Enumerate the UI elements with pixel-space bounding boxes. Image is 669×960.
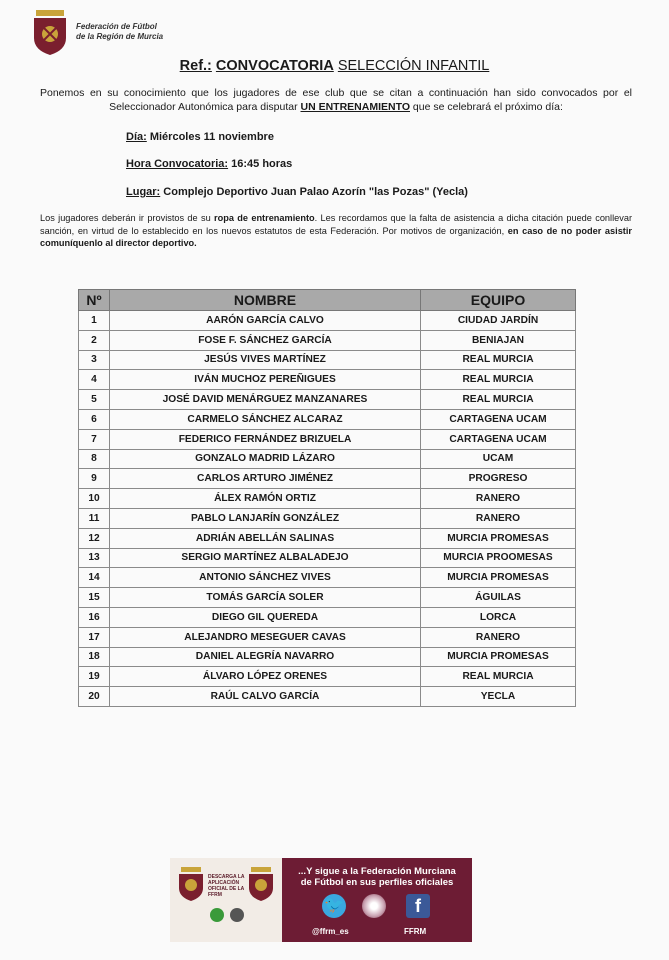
table-row	[79, 469, 576, 489]
crest-icon	[176, 866, 206, 902]
row-number: 1	[79, 311, 110, 331]
note-part-2: . Les recordamos que la falta de asistencia a dicha citación puede conllevar sanción, en virtud de lo establecido en los nuevos estatutos de esta Federación. Por motivos de organización,	[40, 213, 632, 236]
table-row	[79, 390, 576, 410]
table-row	[79, 311, 576, 331]
detail-lugar	[126, 186, 468, 198]
player-name: ÁLVARO LÓPEZ ORENES	[110, 667, 421, 687]
player-name: ÁLEX RAMÓN ORTIZ	[110, 489, 421, 509]
table-row	[79, 588, 576, 608]
android-icon[interactable]	[210, 908, 224, 922]
twitter-icon[interactable]: 🐦	[322, 894, 346, 918]
player-name: JOSÉ DAVID MENÁRGUEZ MANZANARES	[110, 390, 421, 410]
table-row	[79, 449, 576, 469]
social-profiles	[282, 858, 472, 942]
player-team: MURCIA PROMESAS	[421, 528, 576, 548]
player-team: ÁGUILAS	[421, 588, 576, 608]
org-line-1: Federación de Fútbol	[76, 22, 157, 31]
row-number: 7	[79, 429, 110, 449]
player-name: ANTONIO SÁNCHEZ VIVES	[110, 568, 421, 588]
apple-icon[interactable]	[230, 908, 244, 922]
ref-title: SELECCIÓN INFANTIL	[337, 58, 490, 74]
row-number: 14	[79, 568, 110, 588]
player-name: RAÚL CALVO GARCÍA	[110, 687, 421, 707]
row-number: 2	[79, 330, 110, 350]
org-line-2: de la Región de Murcia	[76, 32, 164, 41]
org-name	[76, 22, 163, 42]
player-team: CARTAGENA UCAM	[421, 429, 576, 449]
player-team: CARTAGENA UCAM	[421, 409, 576, 429]
table-row	[79, 687, 576, 707]
row-number: 11	[79, 508, 110, 528]
player-team: RANERO	[421, 489, 576, 509]
player-team: REAL MURCIA	[421, 370, 576, 390]
player-name: CARMELO SÁNCHEZ ALCARAZ	[110, 409, 421, 429]
player-team: REAL MURCIA	[421, 350, 576, 370]
player-name: FOSE F. SÁNCHEZ GARCÍA	[110, 330, 421, 350]
player-team: BENIAJAN	[421, 330, 576, 350]
player-team: RANERO	[421, 627, 576, 647]
intro-text-before: Ponemos en su conocimiento que los jugadores de ese club que se citan a continuación han sido convocados por el Seleccionador Autonómica para disputar	[40, 87, 632, 113]
row-number: 8	[79, 449, 110, 469]
banner-line-2: de Fútbol en sus perfiles oficiales	[300, 877, 454, 888]
lugar-value: Complejo Deportivo Juan Palao Azorín "las Pozas" (Yecla)	[160, 186, 468, 198]
detail-hora	[126, 158, 292, 170]
player-team: REAL MURCIA	[421, 390, 576, 410]
header-team: EQUIPO	[421, 290, 576, 311]
table-row	[79, 568, 576, 588]
player-name: FEDERICO FERNÁNDEZ BRIZUELA	[110, 429, 421, 449]
row-number: 6	[79, 409, 110, 429]
note-bold-1: ropa de entrenamiento	[214, 213, 315, 223]
table-row	[79, 667, 576, 687]
row-number: 13	[79, 548, 110, 568]
player-name: TOMÁS GARCÍA SOLER	[110, 588, 421, 608]
banner-line-1: ...Y sigue a la Federación Murciana	[298, 866, 456, 877]
social-banner[interactable]	[170, 858, 472, 942]
ref-convocatoria: CONVOCATORIA	[215, 58, 334, 74]
light-flare-icon	[362, 894, 386, 918]
row-number: 15	[79, 588, 110, 608]
player-team: CIUDAD JARDÍN	[421, 311, 576, 331]
player-name: ALEJANDRO MESEGUER CAVAS	[110, 627, 421, 647]
hora-value: 16:45 horas	[228, 158, 293, 170]
app-promo[interactable]	[170, 858, 282, 942]
table-row	[79, 489, 576, 509]
player-team: RANERO	[421, 508, 576, 528]
row-number: 20	[79, 687, 110, 707]
row-number: 17	[79, 627, 110, 647]
row-number: 16	[79, 607, 110, 627]
row-number: 9	[79, 469, 110, 489]
header-name: NOMBRE	[110, 290, 421, 311]
player-name: PABLO LANJARÍN GONZÁLEZ	[110, 508, 421, 528]
player-team: MURCIA PROMESAS	[421, 647, 576, 667]
player-name: DANIEL ALEGRÍA NAVARRO	[110, 647, 421, 667]
players-table	[78, 289, 576, 707]
player-name: DIEGO GIL QUEREDA	[110, 607, 421, 627]
lugar-label: Lugar:	[126, 186, 161, 198]
player-team: YECLA	[421, 687, 576, 707]
table-header-row	[79, 290, 576, 311]
table-row	[79, 429, 576, 449]
dia-value: Miércoles 11 noviembre	[146, 131, 274, 143]
ref-prefix: Ref.:	[179, 58, 212, 74]
row-number: 4	[79, 370, 110, 390]
table-row	[79, 350, 576, 370]
table-row	[79, 370, 576, 390]
player-team: REAL MURCIA	[421, 667, 576, 687]
note-paragraph	[40, 212, 632, 250]
table-row	[79, 508, 576, 528]
table-row	[79, 647, 576, 667]
crest-icon	[246, 866, 276, 902]
row-number: 5	[79, 390, 110, 410]
federation-crest-icon	[30, 8, 70, 56]
player-name: JESÚS VIVES MARTÍNEZ	[110, 350, 421, 370]
note-part-1: Los jugadores deberán ir provistos de su	[40, 213, 215, 223]
row-number: 19	[79, 667, 110, 687]
row-number: 12	[79, 528, 110, 548]
player-name: CARLOS ARTURO JIMÉNEZ	[110, 469, 421, 489]
reference-title	[0, 58, 669, 74]
row-number: 10	[79, 489, 110, 509]
player-team: UCAM	[421, 449, 576, 469]
app-text: DESCARGA LA APLICACIÓN OFICIAL DE LA FFRM	[208, 874, 245, 898]
detail-dia	[126, 131, 274, 143]
row-number: 18	[79, 647, 110, 667]
player-team: MURCIA PROMESAS	[421, 568, 576, 588]
player-team: PROGRESO	[421, 469, 576, 489]
player-name: SERGIO MARTÍNEZ ALBALADEJO	[110, 548, 421, 568]
table-row	[79, 330, 576, 350]
player-name: ADRIÁN ABELLÁN SALINAS	[110, 528, 421, 548]
table-row	[79, 627, 576, 647]
intro-text-after: que se celebrará el próximo día:	[410, 101, 563, 113]
player-name: IVÁN MUCHOZ PEREÑIGUES	[110, 370, 421, 390]
intro-emphasis: UN ENTRENAMIENTO	[300, 101, 410, 113]
facebook-icon[interactable]: f	[406, 894, 430, 918]
dia-label: Día:	[126, 131, 147, 143]
player-name: AARÓN GARCÍA CALVO	[110, 311, 421, 331]
player-name: GONZALO MADRID LÁZARO	[110, 449, 421, 469]
table-row	[79, 409, 576, 429]
banner-text	[282, 866, 472, 888]
hora-label: Hora Convocatoria:	[126, 158, 229, 170]
table-row	[79, 607, 576, 627]
note-bold-2: en caso de no poder asistir comuníquenlo al director deportivo.	[40, 225, 632, 248]
row-number: 3	[79, 350, 110, 370]
header-number: Nº	[79, 290, 110, 311]
player-team: MURCIA PROOMESAS	[421, 548, 576, 568]
player-team: LORCA	[421, 607, 576, 627]
table-row	[79, 528, 576, 548]
federation-logo	[30, 8, 163, 56]
facebook-handle[interactable]: FFRM	[404, 927, 427, 936]
table-row	[79, 548, 576, 568]
intro-paragraph	[40, 86, 632, 114]
twitter-handle[interactable]: @ffrm_es	[312, 927, 349, 936]
